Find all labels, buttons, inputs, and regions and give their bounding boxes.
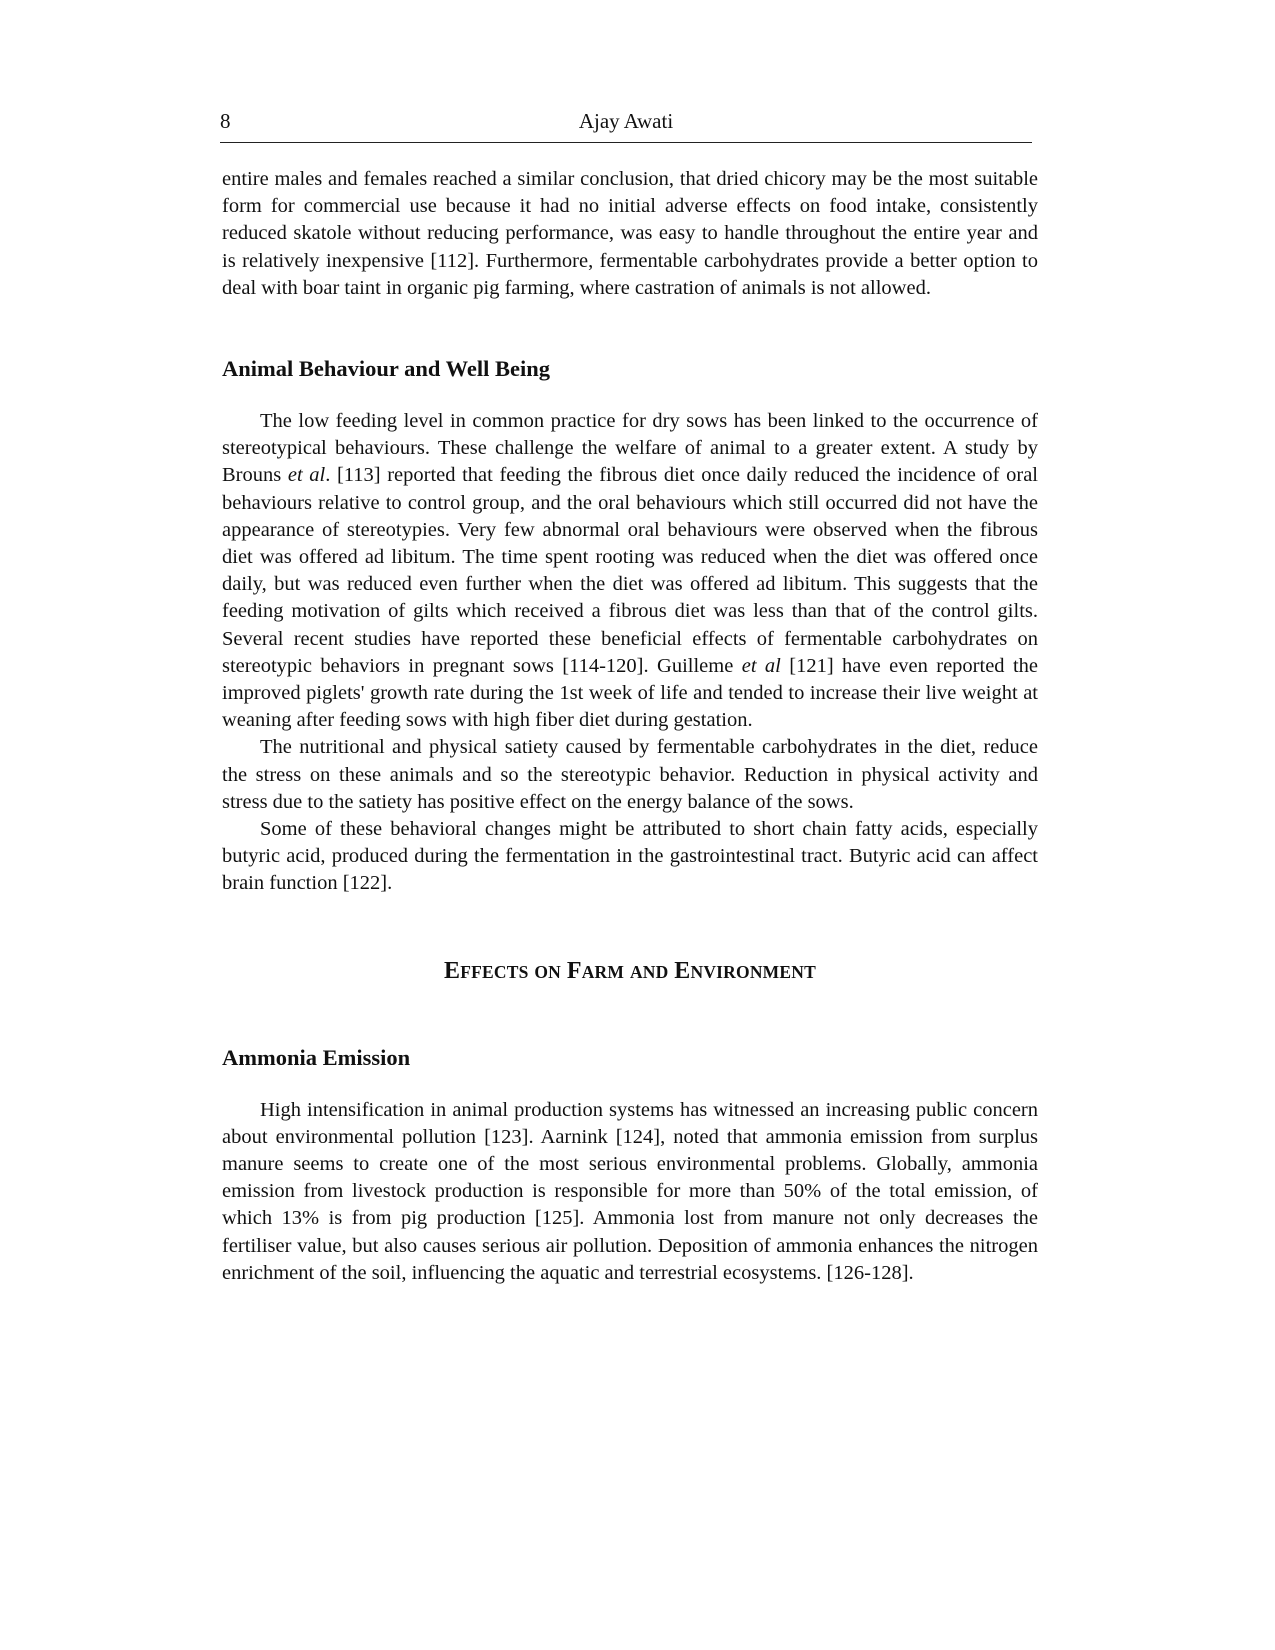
text-run: The low feeding level in common practice for dry sows has been linked to the occurrence of stereotypical behaviours. These challenge the welfare of animal to a greater extent. A study by Brouns: [222, 410, 1038, 487]
italic-et-al: et al: [741, 654, 781, 677]
behaviour-paragraph-3: Some of these behavioral changes might be attributed to short chain fatty acids, especially butyric acid, produced during the fermentation in the gastrointestinal tract. Butyric acid can affect brain function [122].: [222, 818, 1038, 895]
text-run: [121] have even reported the improved piglets' growth rate during the 1st week of life and tended to increase their live weight at weaning after feeding sows with high fiber diet during gestation.: [222, 654, 1038, 732]
behaviour-paragraph-2: The nutritional and physical satiety caused by fermentable carbohydrates in the diet, reduce the stress on these animals and so the stereotypic behavior. Reduction in physical activity and stress due to the satiety has positive effect on the energy balance of the sows.: [222, 736, 1038, 813]
behaviour-paragraph-1: [222, 408, 1038, 734]
running-header: [220, 104, 1032, 143]
text-run: . [113] reported that feeding the fibrous diet once daily reduced the incidence of oral behaviours relative to control group, and the oral behaviours which still occurred did not have the appearance of stereotypies. Very few abnormal oral behaviours were observed when the fibrous diet was offered ad libitum. The time spent rooting was reduced when the diet was offered once daily, but was reduced even further when the diet was offered ad libitum. This suggests that the feeding motivation of gilts which received a fibrous diet was less than that of the control gilts. Several recent studies have reported these beneficial effects of fermentable carbohydrates on stereotypic behaviors in pregnant sows [114-120]. Guilleme: [222, 464, 1038, 677]
body-text: [222, 166, 1038, 1287]
section-heading-ammonia: Ammonia Emission: [222, 1044, 411, 1070]
running-header-author: Ajay Awati: [578, 109, 674, 133]
chapter-section-heading: EFFECTS ON FARM AND ENVIRONMENT: [444, 957, 816, 984]
italic-et-al: et al: [287, 464, 326, 487]
intro-paragraph: entire males and females reached a similar conclusion, that dried chicory may be the most suitable form for commercial use because it had no initial adverse effects on food intake, consistently reduced skatole without reducing performance, was easy to handle throughout the entire year and is relatively inexpensive [112]. Furthermore, fermentable carbohydrates provide a better option to deal with boar taint in organic pig farming, where castration of animals is not allowed.: [222, 168, 1038, 299]
section-heading-behaviour: Animal Behaviour and Well Being: [222, 356, 550, 382]
ammonia-paragraph-1: High intensification in animal production systems has witnessed an increasing public concern about environmental pollution [123]. Aarnink [124], noted that ammonia emission from surplus manure seems to create one of the most serious environmental problems. Globally, ammonia emission from livestock production is responsible for more than 50% of the total emission, of which 13% is from pig production [125]. Ammonia lost from manure not only decreases the fertiliser value, but also causes serious air pollution. Deposition of ammonia enhances the nitrogen enrichment of the soil, influencing the aquatic and terrestrial ecosystems. [126-128].: [222, 1098, 1038, 1284]
page-number: 8: [220, 109, 231, 133]
